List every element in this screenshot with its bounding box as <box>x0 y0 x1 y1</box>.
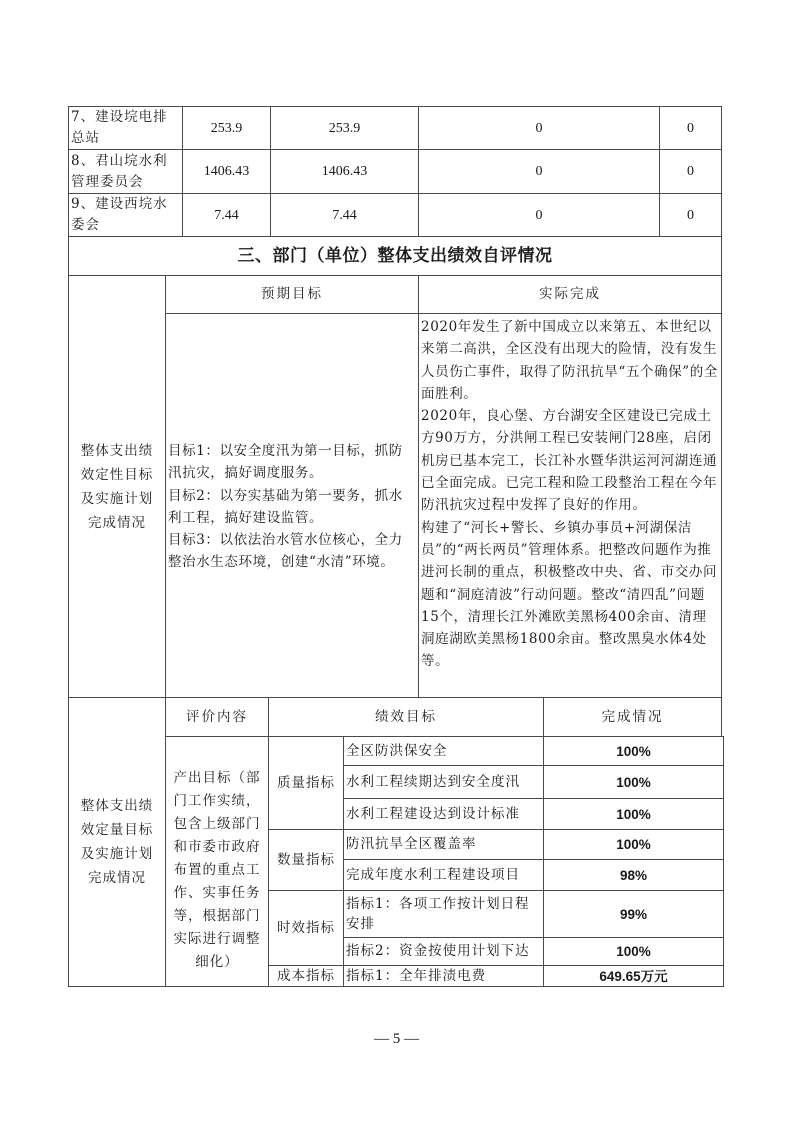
completion-cell <box>543 937 724 966</box>
indicator-category-text: 质量指标 <box>277 774 335 791</box>
quantitative-row-label <box>68 697 166 987</box>
budget-value: 253.9 <box>328 120 361 136</box>
completion-value: 100% <box>616 743 651 759</box>
indicator-category <box>268 965 344 987</box>
budget-row-name-text: 7、建设垸电排总站 <box>71 109 168 146</box>
actual-paragraph-3: 构建了“河长+警长、乡镇办事员+河湖保洁员”的“两长两员”管理体系。把整改问题作为推进河长制的重点，积极整改中央、省、市交办问题和“洞庭清波”行动问题。整改“清四乱”问题15个，清理长江外滩欧美黑杨400余亩、清理洞庭湖欧美黑杨1800余亩。整改黑臭水体4处等。 <box>421 519 718 670</box>
budget-value: 0 <box>687 120 694 136</box>
budget-cell <box>182 106 271 150</box>
indicator-category <box>268 890 344 966</box>
budget-cell <box>270 106 419 150</box>
completion-value: 99% <box>619 906 648 922</box>
budget-value: 0 <box>687 164 694 179</box>
completion-value: 98% <box>619 867 648 883</box>
indicator-category-text: 成本指标 <box>277 967 335 984</box>
actual-completion-header <box>418 275 722 314</box>
budget-value: 0 <box>687 207 694 223</box>
completion-cell <box>543 736 724 766</box>
quantitative-row-label-text: 整体支出绩效定量目标及实施计划完成情况 <box>80 798 154 886</box>
expected-goals-cell <box>165 313 419 698</box>
completion-value: 100% <box>616 837 651 852</box>
budget-cell <box>270 193 419 237</box>
budget-cell <box>418 106 660 150</box>
target-cell <box>343 765 544 799</box>
actual-paragraph-2: 2020年，良心堡、方台湖安全区建设已完成土方90万方，分洪闸工程已安装闸门28座，启闭机房已基本完工，长江补水暨华洪运河河湖连通已全面完成。已完工程和险工段整治工程在今年防汛抗灾过程中发挥了良好的作用。 <box>421 408 718 514</box>
budget-value: 7.44 <box>332 207 357 223</box>
completion-header-text: 完成情况 <box>601 708 664 725</box>
performance-target-header-text: 绩效目标 <box>375 708 437 725</box>
target-text: 水利工程续期达到安全度汛 <box>346 773 520 790</box>
expected-goal-header-text: 预期目标 <box>261 286 323 302</box>
target-cell <box>343 798 544 830</box>
target-text: 指标1：各项工作按计划日程安排 <box>346 896 530 932</box>
indicator-category <box>268 736 344 830</box>
indicator-category-text: 时效指标 <box>277 919 335 936</box>
target-cell <box>343 937 544 966</box>
target-cell <box>343 736 544 766</box>
target-text: 防汛抗旱全区覆盖率 <box>346 836 477 852</box>
budget-value: 0 <box>535 120 543 136</box>
completion-cell <box>543 765 724 799</box>
budget-value: 253.9 <box>210 120 243 136</box>
completion-value: 100% <box>616 806 651 822</box>
eval-content-header <box>165 697 269 737</box>
eval-content-header-text: 评价内容 <box>186 708 248 725</box>
output-target-label-text: 产出目标（部门工作实绩，包含上级部门和市委市政府布置的重点工作、实事任务等，根据部门实际进行调整细化） <box>173 770 261 970</box>
budget-value: 0 <box>535 207 543 223</box>
target-text: 水利工程建设达到设计标准 <box>346 805 520 822</box>
budget-value: 0 <box>535 164 543 179</box>
completion-cell <box>543 859 724 891</box>
actual-completion-cell <box>418 313 722 698</box>
budget-value: 1406.43 <box>203 164 250 179</box>
budget-row-name-text: 9、建设西垸水委会 <box>71 196 168 233</box>
output-target-label <box>165 736 269 987</box>
budget-row-name <box>68 149 183 194</box>
budget-cell <box>659 106 722 150</box>
completion-cell <box>543 798 724 830</box>
budget-cell <box>182 193 271 237</box>
target-cell <box>343 965 544 987</box>
target-text: 全区防洪保安全 <box>346 742 448 759</box>
budget-cell <box>418 193 660 237</box>
target-cell <box>343 890 544 938</box>
budget-value: 7.44 <box>214 207 239 223</box>
target-text: 指标1：全年排渍电费 <box>346 967 487 984</box>
budget-value: 1406.43 <box>321 164 368 179</box>
budget-row-name <box>68 193 183 237</box>
indicator-category <box>268 829 344 891</box>
target-text: 完成年度水利工程建设项目 <box>346 866 520 883</box>
budget-row-name <box>68 106 183 150</box>
expected-goal-3: 目标3：以依法治水管水位核心，全力整治水生态环境，创建“水清”环境。 <box>168 532 403 571</box>
section-title-text: 三、部门（单位）整体支出绩效自评情况 <box>237 245 553 266</box>
budget-cell <box>418 149 660 194</box>
budget-cell <box>182 149 271 194</box>
section-title <box>68 236 722 276</box>
expected-goal-1: 目标1：以安全度汛为第一目标，抓防汛抗灾，搞好调度服务。 <box>168 443 403 482</box>
completion-cell <box>543 890 724 938</box>
budget-cell <box>270 149 419 194</box>
indicator-category-text: 数量指标 <box>277 851 335 868</box>
qualitative-row-label <box>68 275 166 698</box>
budget-cell <box>659 193 722 237</box>
performance-target-header <box>268 697 544 737</box>
expected-goal-header <box>165 275 419 314</box>
actual-paragraph-1: 2020年发生了新中国成立以来第五、本世纪以来第二高洪，全区没有出现大的险情，没有发生人员伤亡事件，取得了防汛抗旱“五个确保”的全面胜利。 <box>421 319 719 402</box>
completion-cell <box>543 965 724 987</box>
expected-goal-2: 目标2：以夯实基础为第一要务，抓水利工程，搞好建设监管。 <box>168 487 403 526</box>
target-cell <box>343 859 544 891</box>
qualitative-row-label-text: 整体支出绩效定性目标及实施计划完成情况 <box>80 442 154 531</box>
completion-value: 649.65万元 <box>599 968 668 984</box>
target-cell <box>343 829 544 860</box>
completion-cell <box>543 829 724 860</box>
completion-value: 100% <box>616 774 651 790</box>
target-text: 指标2：资金按使用计划下达 <box>346 943 530 959</box>
completion-value: 100% <box>616 944 651 959</box>
completion-header <box>543 697 722 737</box>
actual-completion-header-text: 实际完成 <box>539 286 601 302</box>
budget-cell <box>659 149 722 194</box>
budget-row-name-text: 8、君山垸水利管理委员会 <box>71 152 168 190</box>
page-number: — 5 — <box>374 1031 419 1047</box>
